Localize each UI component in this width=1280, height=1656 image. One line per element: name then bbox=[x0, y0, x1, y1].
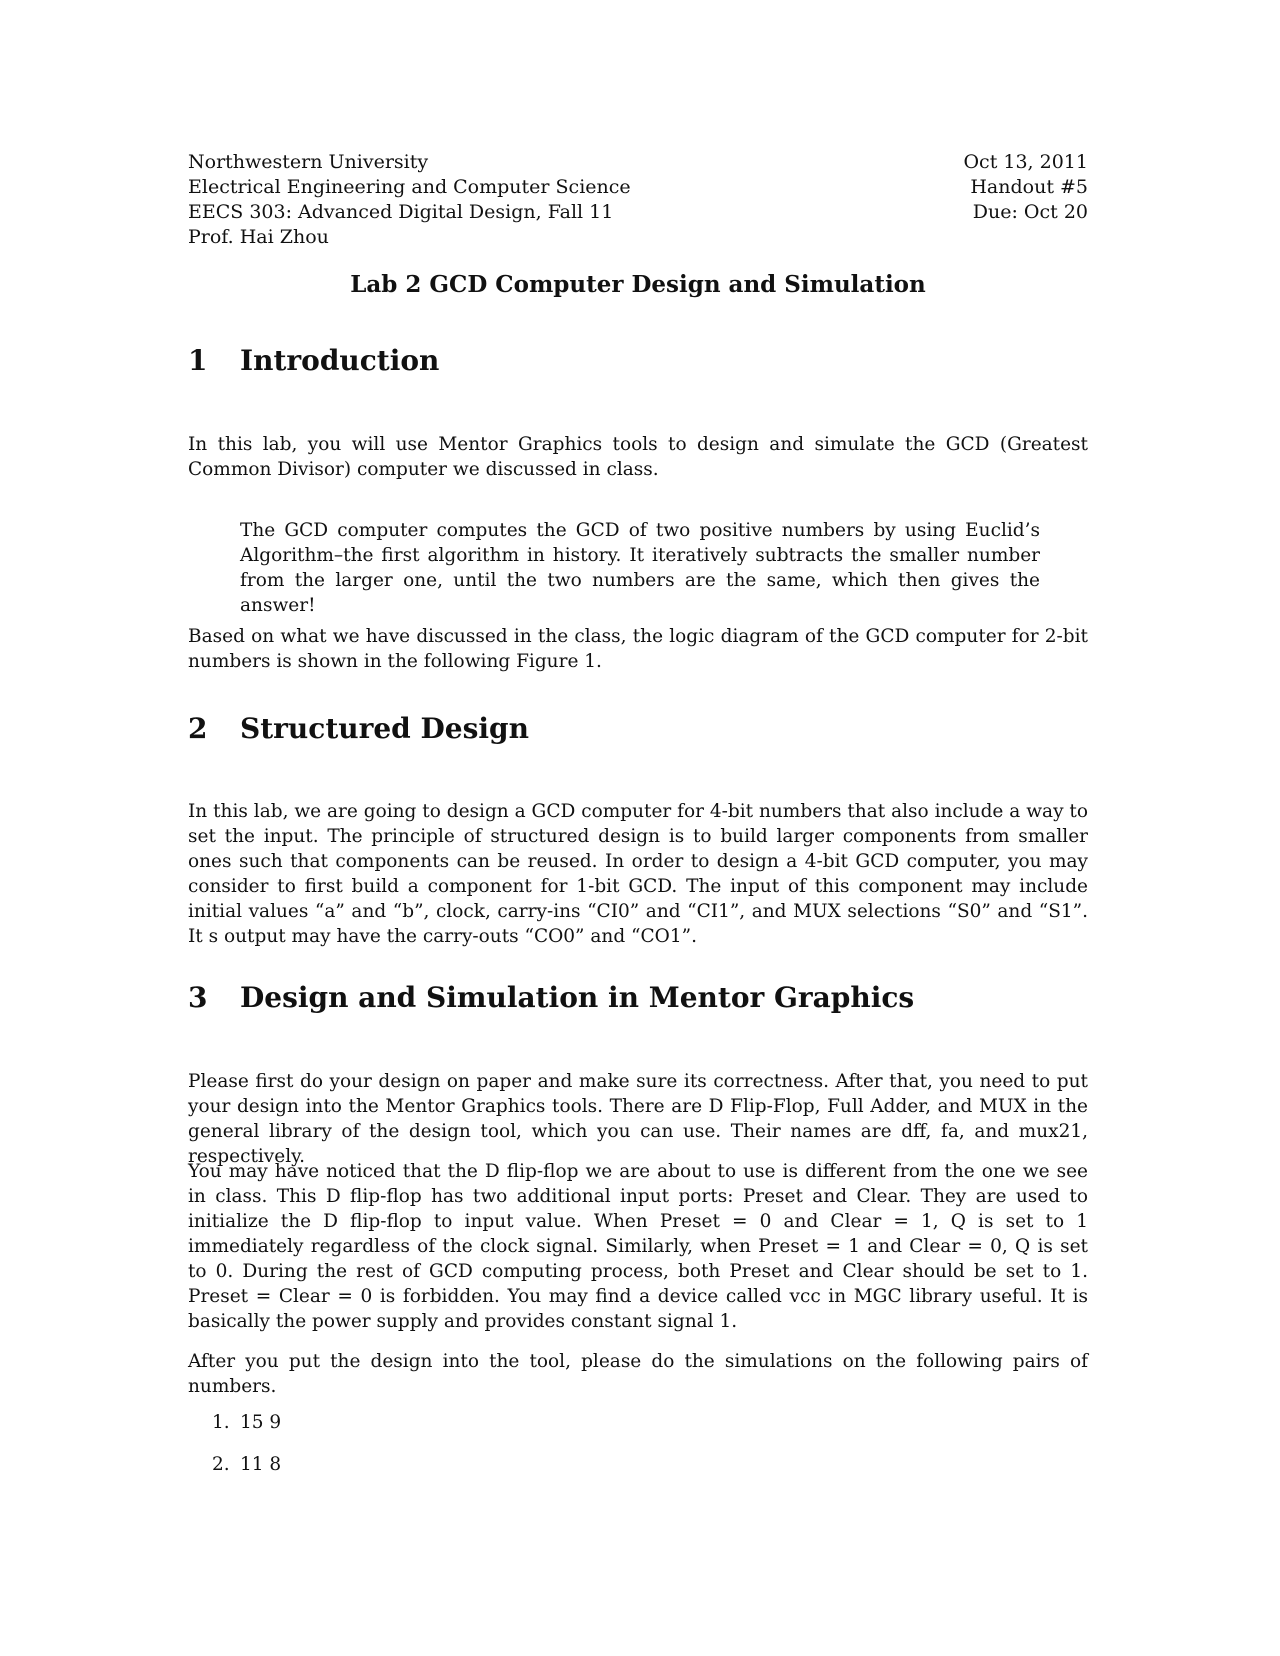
simulation-instructions-paragraph: After you put the design into the tool, please do the simulations on the following pairs of numbers. bbox=[188, 1351, 1088, 1397]
document-title: Lab 2 GCD Computer Design and Simulation bbox=[350, 271, 926, 298]
section-number: 1 bbox=[188, 344, 208, 377]
simulation-pairs-list bbox=[212, 1410, 612, 1494]
section-heading-design-simulation bbox=[188, 981, 1088, 1015]
department-name: Electrical Engineering and Computer Science bbox=[188, 176, 631, 198]
header-left-block bbox=[188, 150, 788, 250]
university-name: Northwestern University bbox=[188, 151, 429, 173]
list-item bbox=[212, 1452, 612, 1477]
figure-reference-paragraph: Based on what we have discussed in the class, the logic diagram of the GCD computer for 2-bit numbers is shown in the following Figure 1. bbox=[188, 626, 1088, 672]
section-title: Design and Simulation in Mentor Graphics bbox=[240, 981, 915, 1014]
list-marker: 1. bbox=[212, 1412, 230, 1433]
section-number: 2 bbox=[188, 712, 208, 745]
section-heading-introduction bbox=[188, 344, 1088, 378]
list-item-text: 11 8 bbox=[240, 1454, 282, 1475]
handout-number: Handout #5 bbox=[970, 176, 1088, 198]
design-paper-paragraph: Please first do your design on paper and make sure its correctness. After that, you need to put your design into the Mentor Graphics tools. There are D Flip-Flop, Full Adder, and MUX in the general library of the design tool, which you can use. Their names are dff, fa, and mux21, respectively. bbox=[188, 1071, 1088, 1167]
section-title: Introduction bbox=[240, 344, 440, 377]
handout-date: Oct 13, 2011 bbox=[963, 151, 1088, 173]
list-item-text: 15 9 bbox=[240, 1412, 282, 1433]
flip-flop-paragraph: You may have noticed that the D flip-flop we are about to use is different from the one we see in class. This D flip-flop has two additional input ports: Preset and Clear. They are used to initialize the D flip-flop to input value. When Preset = 0 and Clear = 1, Q is set to 1 immediately regardless of the clock signal. Similarly, when Preset = 1 and Clear = 0, Q is set to 0. During the rest of GCD computing process, both Preset and Clear should be set to 1. Preset = Clear = 0 is forbidden. You may find a device called vcc in MGC library useful. It is basically the power supply and provides constant signal 1. bbox=[188, 1161, 1088, 1332]
list-marker: 2. bbox=[212, 1454, 230, 1475]
intro-paragraph: In this lab, you will use Mentor Graphics tools to design and simulate the GCD (Greatest Common Divisor) computer we discussed in class. bbox=[188, 434, 1088, 480]
section-number: 3 bbox=[188, 981, 208, 1014]
list-item bbox=[212, 1410, 612, 1435]
due-date: Due: Oct 20 bbox=[972, 201, 1088, 223]
structured-design-paragraph: In this lab, we are going to design a GCD computer for 4-bit numbers that also include a way to set the input. The principle of structured design is to build larger components from smaller ones such that components can be reused. In order to design a 4-bit GCD computer, you may consider to first build a component for 1-bit GCD. The input of this component may include initial values “a” and “b”, clock, carry-ins “CI0” and “CI1”, and MUX selections “S0” and “S1”. It s output may have the carry-outs “CO0” and “CO1”. bbox=[188, 801, 1088, 947]
document-page bbox=[188, 0, 1088, 1656]
header-right-block bbox=[788, 150, 1088, 225]
course-name: EECS 303: Advanced Digital Design, Fall 11 bbox=[188, 201, 614, 223]
section-title: Structured Design bbox=[240, 712, 529, 745]
euclid-quote: The GCD computer computes the GCD of two positive numbers by using Euclid’s Algorithm–the first algorithm in history. It iteratively subtracts the smaller number from the larger one, until the two numbers are the same, which then gives the answer! bbox=[240, 520, 1040, 616]
professor-name: Prof. Hai Zhou bbox=[188, 226, 329, 248]
section-heading-structured-design bbox=[188, 712, 1088, 746]
